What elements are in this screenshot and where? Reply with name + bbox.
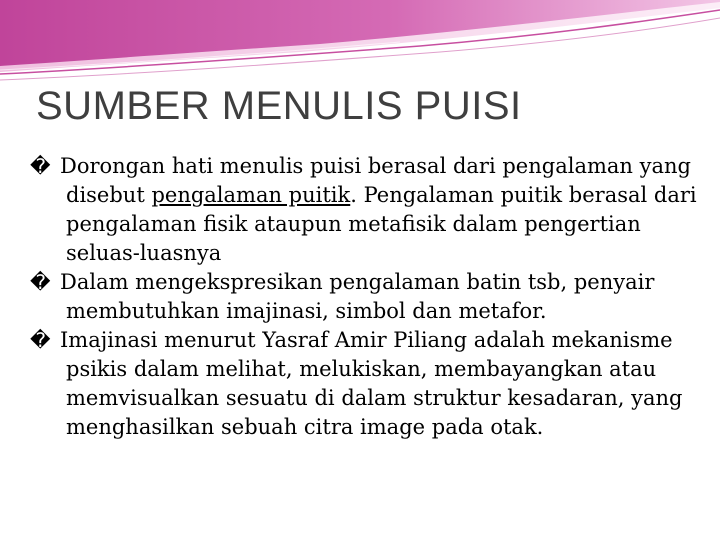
bullet-item <box>30 268 700 326</box>
header-wave-decoration <box>0 0 720 90</box>
bullet-marker-icon: � <box>30 328 51 352</box>
bullet-text: Imajinasi menurut Yasraf Amir Piliang adalah mekanisme psikis dalam melihat, melukiskan, membayangkan atau memvisualkan sesuatu di dalam struktur kesadaran, yang menghasilkan sebuah citra image pada otak. <box>60 328 683 439</box>
slide-title: SUMBER MENULIS PUISI <box>36 84 522 128</box>
bullet-text: Dalam mengekspresikan pengalaman batin tsb, penyair membutuhkan imajinasi, simbol dan metafor. <box>60 270 655 323</box>
bullet-item <box>30 326 700 442</box>
bullet-text: . Pengalaman puitik berasal dari pengalaman fisik ataupun metafisik dalam pengertian seluas-luasnya <box>66 183 697 265</box>
slide-body <box>30 152 700 442</box>
bullet-text: Dorongan hati menulis puisi berasal dari pengalaman yang disebut <box>60 154 691 207</box>
bullet-marker-icon: � <box>30 154 51 178</box>
bullet-marker-icon: � <box>30 270 51 294</box>
underlined-term: pengalaman puitik <box>151 183 351 207</box>
bullet-item <box>30 152 700 268</box>
